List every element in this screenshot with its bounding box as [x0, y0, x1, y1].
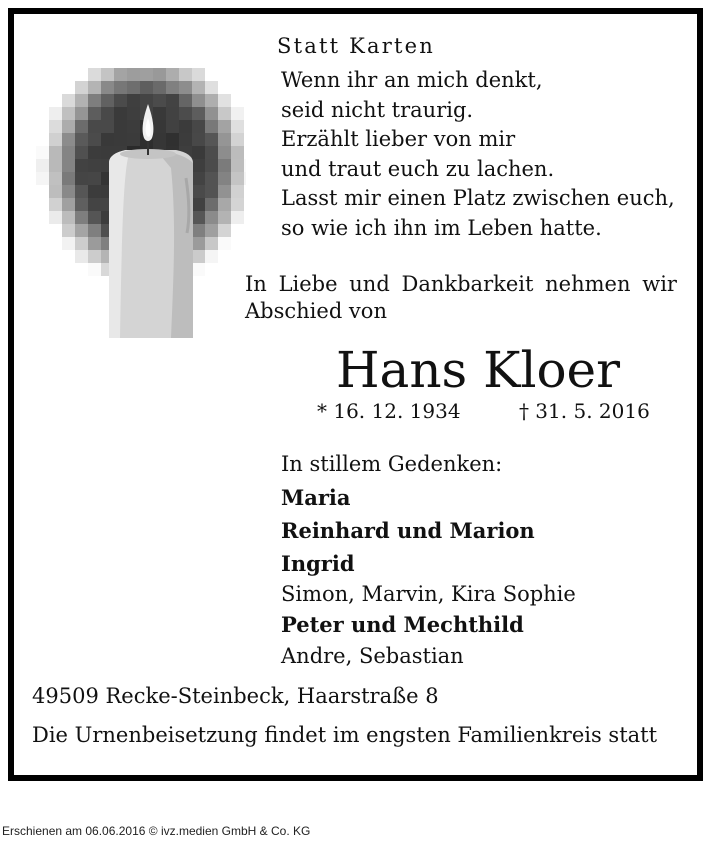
- glow-pixel: [88, 237, 101, 250]
- glow-pixel: [153, 107, 166, 120]
- intro-line: [245, 271, 677, 298]
- mourner-entry: Simon, Marvin, Kira Sophie: [281, 582, 576, 606]
- glow-pixel: [218, 224, 231, 237]
- glow-pixel: [88, 146, 101, 159]
- address: 49509 Recke-Steinbeck, Haarstraße 8: [32, 684, 439, 708]
- poem-line: und traut euch zu lachen.: [281, 156, 555, 181]
- glow-pixel: [88, 94, 101, 107]
- glow-pixel: [218, 120, 231, 133]
- glow-pixel: [192, 94, 205, 107]
- glow-pixel: [75, 94, 88, 107]
- glow-pixel: [205, 198, 218, 211]
- intro-line: Abschied von: [245, 299, 387, 323]
- glow-pixel: [179, 68, 192, 81]
- glow-pixel: [231, 146, 244, 159]
- glow-pixel: [62, 94, 75, 107]
- glow-pixel: [192, 68, 205, 81]
- glow-pixel: [153, 120, 166, 133]
- glow-pixel: [114, 133, 127, 146]
- glow-pixel: [75, 198, 88, 211]
- glow-pixel: [88, 68, 101, 81]
- obituary-notice: [8, 8, 703, 781]
- glow-pixel: [49, 198, 62, 211]
- glow-pixel: [127, 68, 140, 81]
- glow-pixel: [231, 198, 244, 211]
- glow-pixel: [166, 68, 179, 81]
- glow-pixel: [114, 120, 127, 133]
- glow-pixel: [127, 81, 140, 94]
- glow-pixel: [75, 107, 88, 120]
- glow-pixel: [75, 237, 88, 250]
- glow-pixel: [192, 159, 205, 172]
- glow-pixel: [88, 211, 101, 224]
- glow-pixel: [218, 172, 231, 185]
- glow-pixel: [205, 133, 218, 146]
- mourners-heading: In stillem Gedenken:: [281, 452, 503, 476]
- glow-pixel: [231, 120, 244, 133]
- glow-pixel: [140, 68, 153, 81]
- glow-pixel: [153, 81, 166, 94]
- glow-pixel: [153, 68, 166, 81]
- glow-pixel: [101, 81, 114, 94]
- glow-pixel: [179, 81, 192, 94]
- glow-pixel: [36, 146, 49, 159]
- glow-pixel: [62, 237, 75, 250]
- glow-pixel: [49, 120, 62, 133]
- glow-pixel: [88, 172, 101, 185]
- glow-pixel: [127, 94, 140, 107]
- glow-pixel: [101, 68, 114, 81]
- glow-pixel: [62, 172, 75, 185]
- glow-pixel: [205, 172, 218, 185]
- glow-pixel: [166, 107, 179, 120]
- poem-line: so wie ich ihn im Leben hatte.: [281, 215, 602, 240]
- glow-pixel: [101, 133, 114, 146]
- glow-pixel: [153, 94, 166, 107]
- poem-line: seid nicht traurig.: [281, 97, 474, 122]
- glow-pixel: [75, 224, 88, 237]
- glow-pixel: [75, 159, 88, 172]
- intro-word: Dankbarkeit: [401, 272, 534, 296]
- glow-pixel: [205, 211, 218, 224]
- candle-icon: [36, 68, 246, 338]
- glow-pixel: [244, 172, 246, 185]
- glow-pixel: [101, 107, 114, 120]
- statt-karten-header: Statt Karten: [277, 34, 435, 58]
- glow-pixel: [218, 237, 231, 250]
- glow-pixel: [205, 107, 218, 120]
- glow-pixel: [205, 159, 218, 172]
- glow-pixel: [114, 94, 127, 107]
- glow-pixel: [75, 146, 88, 159]
- intro-word: und: [349, 272, 390, 296]
- glow-pixel: [49, 185, 62, 198]
- publication-footer: Erschienen am 06.06.2016 © ivz.medien GmbH & Co. KG: [2, 824, 311, 838]
- glow-pixel: [166, 120, 179, 133]
- life-dates: [317, 399, 650, 423]
- glow-pixel: [192, 263, 205, 276]
- glow-pixel: [218, 133, 231, 146]
- intro-word: In: [245, 272, 267, 296]
- glow-pixel: [75, 211, 88, 224]
- glow-pixel: [244, 159, 246, 172]
- glow-pixel: [179, 120, 192, 133]
- glow-pixel: [192, 107, 205, 120]
- glow-pixel: [231, 107, 244, 120]
- glow-pixel: [75, 185, 88, 198]
- glow-pixel: [192, 211, 205, 224]
- glow-pixel: [166, 94, 179, 107]
- intro-text: [245, 271, 677, 325]
- glow-pixel: [218, 211, 231, 224]
- glow-pixel: [179, 133, 192, 146]
- glow-pixel: [62, 159, 75, 172]
- intro-word: wir: [642, 272, 677, 296]
- glow-pixel: [88, 133, 101, 146]
- poem-line: Erzählt lieber von mir: [281, 127, 516, 151]
- glow-pixel: [88, 250, 101, 263]
- glow-pixel: [140, 94, 153, 107]
- glow-pixel: [49, 211, 62, 224]
- glow-pixel: [101, 94, 114, 107]
- poem-line: Wenn ihr an mich denkt,: [281, 68, 543, 92]
- mourner-entry: Peter und Mechthild: [281, 612, 524, 637]
- glow-pixel: [49, 107, 62, 120]
- glow-pixel: [218, 94, 231, 107]
- glow-pixel: [166, 133, 179, 146]
- glow-pixel: [205, 237, 218, 250]
- glow-pixel: [127, 120, 140, 133]
- glow-pixel: [49, 159, 62, 172]
- glow-pixel: [192, 185, 205, 198]
- glow-pixel: [88, 224, 101, 237]
- glow-pixel: [153, 133, 166, 146]
- mourner-entry: Maria: [281, 485, 351, 510]
- glow-pixel: [140, 81, 153, 94]
- burial-note: Die Urnenbeisetzung findet im engsten Familienkreis statt: [32, 723, 658, 747]
- glow-pixel: [192, 198, 205, 211]
- glow-pixel: [88, 159, 101, 172]
- glow-pixel: [75, 133, 88, 146]
- intro-word: nehmen: [545, 272, 631, 296]
- glow-pixel: [205, 185, 218, 198]
- glow-pixel: [88, 120, 101, 133]
- glow-pixel: [114, 81, 127, 94]
- glow-pixel: [231, 185, 244, 198]
- glow-pixel: [62, 133, 75, 146]
- glow-pixel: [36, 172, 49, 185]
- glow-pixel: [179, 107, 192, 120]
- glow-pixel: [218, 159, 231, 172]
- glow-pixel: [231, 133, 244, 146]
- glow-pixel: [192, 237, 205, 250]
- glow-pixel: [205, 224, 218, 237]
- glow-pixel: [192, 120, 205, 133]
- glow-pixel: [218, 146, 231, 159]
- glow-pixel: [88, 263, 101, 276]
- glow-pixel: [218, 185, 231, 198]
- glow-pixel: [166, 81, 179, 94]
- glow-pixel: [88, 198, 101, 211]
- glow-pixel: [218, 198, 231, 211]
- death-date: † 31. 5. 2016: [518, 399, 650, 423]
- glow-pixel: [62, 185, 75, 198]
- glow-pixel: [75, 81, 88, 94]
- glow-pixel: [88, 107, 101, 120]
- glow-pixel: [62, 211, 75, 224]
- glow-pixel: [231, 172, 244, 185]
- glow-pixel: [49, 172, 62, 185]
- glow-pixel: [205, 146, 218, 159]
- glow-pixel: [62, 198, 75, 211]
- glow-pixel: [127, 107, 140, 120]
- glow-pixel: [49, 133, 62, 146]
- glow-pixel: [231, 211, 244, 224]
- glow-pixel: [205, 250, 218, 263]
- mourner-entry: Ingrid: [281, 551, 355, 576]
- glow-pixel: [231, 159, 244, 172]
- mourner-entry: Reinhard und Marion: [281, 518, 535, 543]
- glow-pixel: [62, 107, 75, 120]
- intro-word: Liebe: [278, 272, 338, 296]
- glow-pixel: [75, 120, 88, 133]
- glow-pixel: [75, 250, 88, 263]
- glow-pixel: [205, 94, 218, 107]
- glow-pixel: [205, 120, 218, 133]
- mourner-entry: Andre, Sebastian: [281, 644, 464, 668]
- glow-pixel: [88, 185, 101, 198]
- poem-line: Lasst mir einen Platz zwischen euch,: [281, 186, 675, 210]
- glow-pixel: [62, 224, 75, 237]
- poem: [281, 66, 675, 243]
- glow-pixel: [49, 146, 62, 159]
- glow-pixel: [62, 120, 75, 133]
- glow-pixel: [36, 159, 49, 172]
- glow-pixel: [192, 250, 205, 263]
- glow-pixel: [62, 146, 75, 159]
- glow-pixel: [192, 81, 205, 94]
- glow-pixel: [192, 133, 205, 146]
- deceased-name: Hans Kloer: [335, 341, 621, 399]
- glow-pixel: [101, 120, 114, 133]
- glow-pixel: [192, 224, 205, 237]
- glow-pixel: [218, 107, 231, 120]
- glow-pixel: [192, 146, 205, 159]
- glow-pixel: [88, 81, 101, 94]
- glow-pixel: [114, 68, 127, 81]
- glow-pixel: [205, 81, 218, 94]
- glow-pixel: [179, 94, 192, 107]
- birth-date: * 16. 12. 1934: [317, 399, 461, 423]
- glow-pixel: [127, 133, 140, 146]
- mourners-list: [281, 448, 576, 670]
- glow-pixel: [114, 107, 127, 120]
- glow-pixel: [75, 172, 88, 185]
- glow-pixel: [192, 172, 205, 185]
